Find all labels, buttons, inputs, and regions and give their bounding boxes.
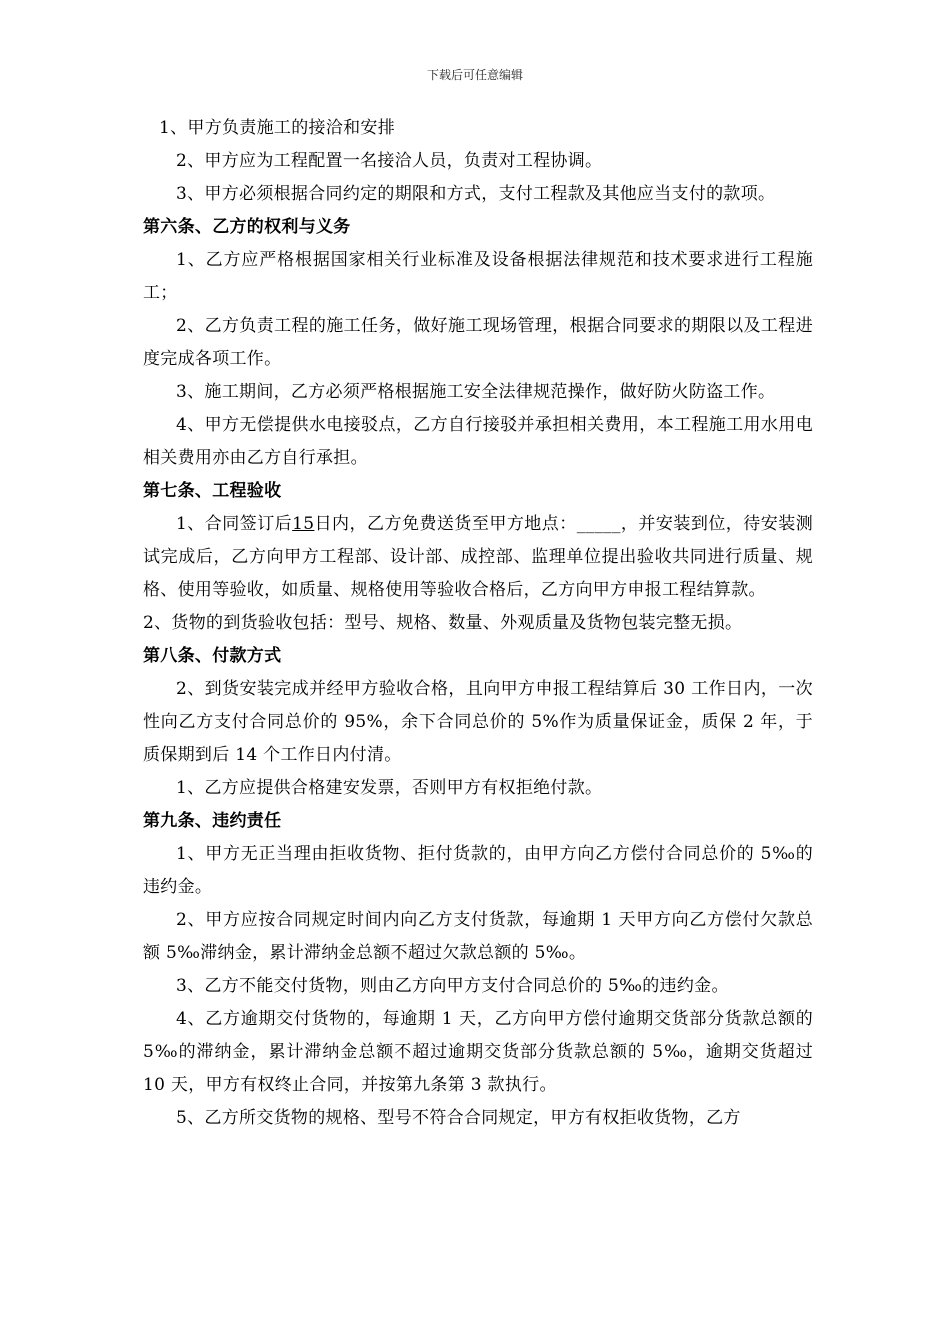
paragraph-7-1-part-a: 1、合同签订后 [176,514,293,534]
paragraph-9-5: 5、乙方所交货物的规格、型号不符合合同规定，甲方有权拒收货物，乙方 [176,1108,741,1128]
paragraph-party-a-3: 3、甲方必须根据合同约定的期限和方式，支付工程款及其他应当支付的款项。 [176,184,776,204]
paragraph-6-4: 4、甲方无偿提供水电接驳点，乙方自行接驳并承担相关费用，本工程施工用水用电相关费用亦由乙方自行承担。 [143,415,813,468]
paragraph-9-3: 3、乙方不能交付货物，则由乙方向甲方支付合同总价的 5‰的违约金。 [176,976,729,996]
paragraph-9-4: 4、乙方逾期交付货物的，每逾期 1 天，乙方向甲方偿付逾期交货部分货款总额的 5‰的滞纳金，累计滞纳金总额不超过逾期交货部分货款总额的 5‰，逾期交货超过 10 天，甲方有权终止合同，并按第九条第 3 款执行。 [143,1009,813,1095]
paragraph-7-1-part-b: 日内，乙方免费送货至甲方地点： [314,514,577,534]
delivery-days-value: 15 [292,514,315,534]
paragraph-7-2: 2、货物的到货验收包括：型号、规格、数量、外观质量及货物包装完整无损。 [143,613,743,633]
paragraph-party-a-2: 2、甲方应为工程配置一名接洽人员，负责对工程协调。 [176,151,603,171]
paragraph-8-2: 2、到货安装完成并经甲方验收合格，且向甲方申报工程结算后 30 工作日内，一次性向乙方支付合同总价的 95%，余下合同总价的 5%作为质量保证金，质保 2 年，于质保期到后 14 个工作日内付清。 [143,679,813,765]
paragraph-6-1: 1、乙方应严格根据国家相关行业标准及设备根据法律规范和技术要求进行工程施工； [143,250,813,303]
paragraph-party-a-1: 1、甲方负责施工的接洽和安排 [159,118,396,138]
paragraph-7-1 [143,508,813,607]
contract-body [143,112,813,1135]
paragraph-6-3: 3、施工期间，乙方必须严格根据施工安全法律规范操作，做好防火防盗工作。 [176,382,776,402]
delivery-location-blank: _____ [576,514,621,534]
section-heading-9: 第九条、违约责任 [143,811,282,831]
paragraph-9-1: 1、甲方无正当理由拒收货物、拒付货款的，由甲方向乙方偿付合同总价的 5‰的违约金。 [143,844,813,897]
paragraph-7-1-part-c: ，并安装到位，待安装测试完成后，乙方向甲方工程部、设计部、成控部、监理单位提出验收共同进行质量、规格、使用等验收，如质量、规格使用等验收合格后，乙方向甲方申报工程结算款。 [143,514,814,600]
paragraph-6-2: 2、乙方负责工程的施工任务，做好施工现场管理，根据合同要求的期限以及工程进度完成各项工作。 [143,316,813,369]
paragraph-8-1: 1、乙方应提供合格建安发票，否则甲方有权拒绝付款。 [176,778,603,798]
paragraph-9-2: 2、甲方应按合同规定时间内向乙方支付货款，每逾期 1 天甲方向乙方偿付欠款总额 5‰滞纳金，累计滞纳金总额不超过欠款总额的 5‰。 [143,910,813,963]
page-header: 下载后可任意编辑 [426,68,523,82]
section-heading-8: 第八条、付款方式 [143,646,282,666]
section-heading-6: 第六条、乙方的权利与义务 [143,217,351,237]
section-heading-7: 第七条、工程验收 [143,481,282,501]
